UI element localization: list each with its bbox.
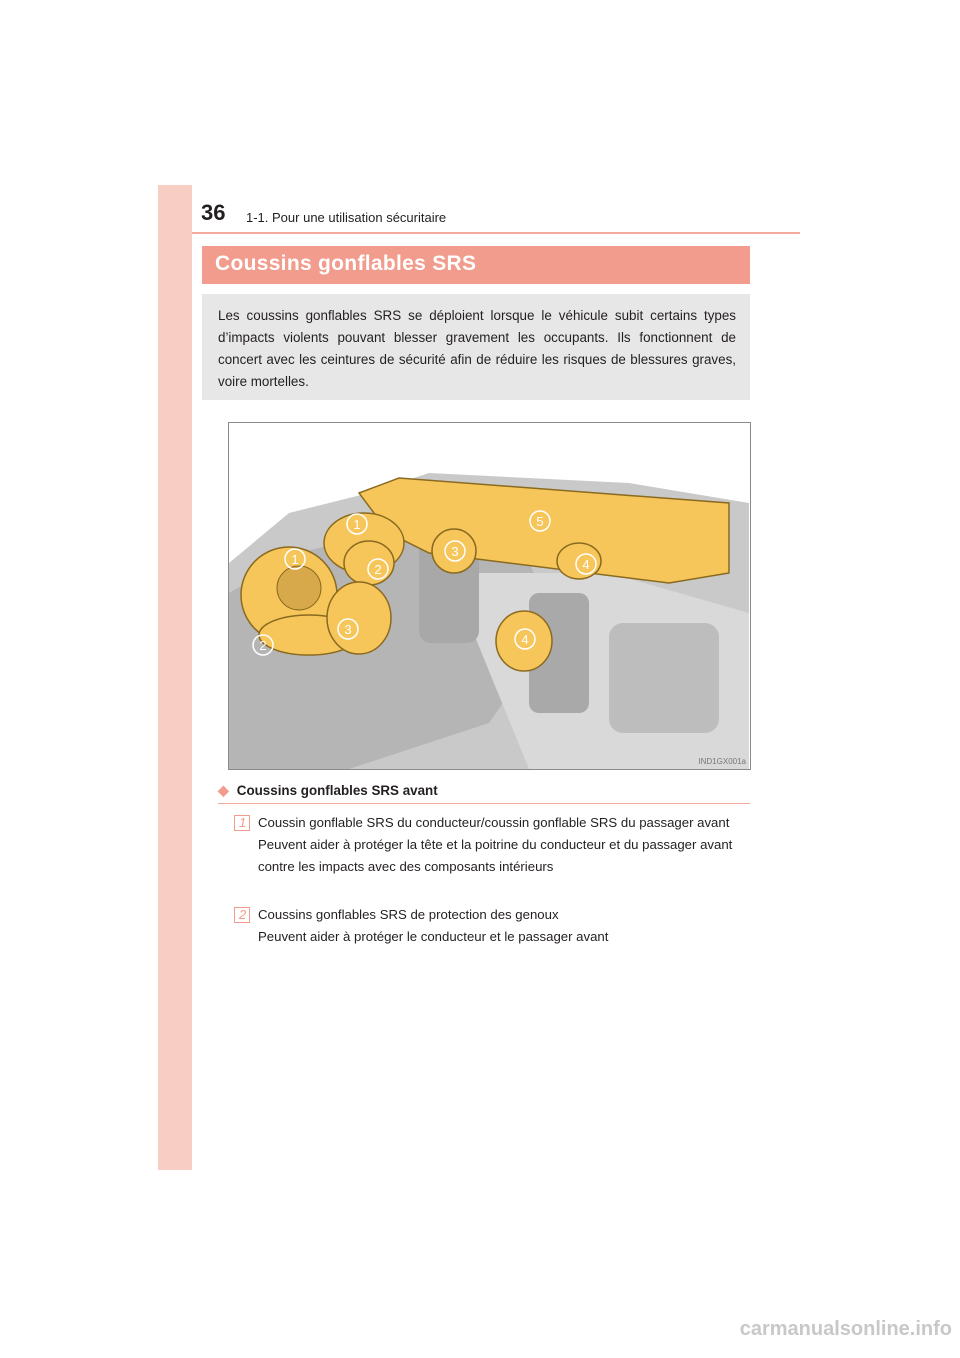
intro-box bbox=[202, 294, 750, 400]
callout-5: 5 bbox=[536, 514, 544, 529]
callout-4a: 4 bbox=[582, 557, 590, 572]
subsection-heading bbox=[218, 782, 438, 799]
callout-2b: 2 bbox=[259, 638, 267, 653]
callout-4b: 4 bbox=[521, 632, 529, 647]
item-desc: Peuvent aider à protéger la tête et la poitrine du conducteur et du passager avant contre les impacts avec des composants intérieurs bbox=[258, 837, 733, 874]
callout-1a: 1 bbox=[353, 517, 361, 532]
list-item bbox=[258, 812, 746, 878]
list-item bbox=[258, 904, 746, 948]
watermark: carmanualsonline.info bbox=[739, 1318, 952, 1340]
page-number: 36 bbox=[201, 200, 226, 225]
callout-3a: 3 bbox=[451, 544, 459, 559]
vehicle-interior-drawing bbox=[229, 423, 750, 769]
diamond-icon: ◆ bbox=[218, 782, 229, 798]
section-title: Coussins gonflables SRS bbox=[215, 252, 477, 275]
subsection-title: Coussins gonflables SRS avant bbox=[236, 783, 438, 798]
side-tab-band bbox=[158, 185, 192, 1170]
figure-code: IND1GX001a bbox=[698, 757, 746, 766]
item-title: Coussin gonflable SRS du conducteur/coussin gonflable SRS du passager avant bbox=[258, 815, 730, 830]
item-title: Coussins gonflables SRS de protection des genoux bbox=[258, 907, 559, 922]
item-number-1: 1 bbox=[239, 815, 247, 830]
callout-3b: 3 bbox=[344, 622, 352, 637]
callout-1b: 1 bbox=[291, 552, 299, 567]
item-number-2: 2 bbox=[239, 907, 247, 922]
subsection-rule bbox=[218, 803, 750, 804]
section-title-bar bbox=[202, 246, 750, 284]
callout-2a: 2 bbox=[374, 562, 382, 577]
item-desc: Peuvent aider à protéger le conducteur et le passager avant bbox=[258, 929, 609, 944]
running-head: 1-1. Pour une utilisation sécuritaire bbox=[246, 210, 447, 225]
airbag-illustration bbox=[228, 422, 751, 770]
header-rule bbox=[192, 232, 800, 234]
intro-text: Les coussins gonflables SRS se déploient lorsque le véhicule subit certains types d’impacts violents pouvant blesser gravement les occupants. Ils fonctionnent de concert avec les ceintures de sécurité afin de réduire les risques de blessures graves, voire mortelles. bbox=[218, 308, 736, 389]
